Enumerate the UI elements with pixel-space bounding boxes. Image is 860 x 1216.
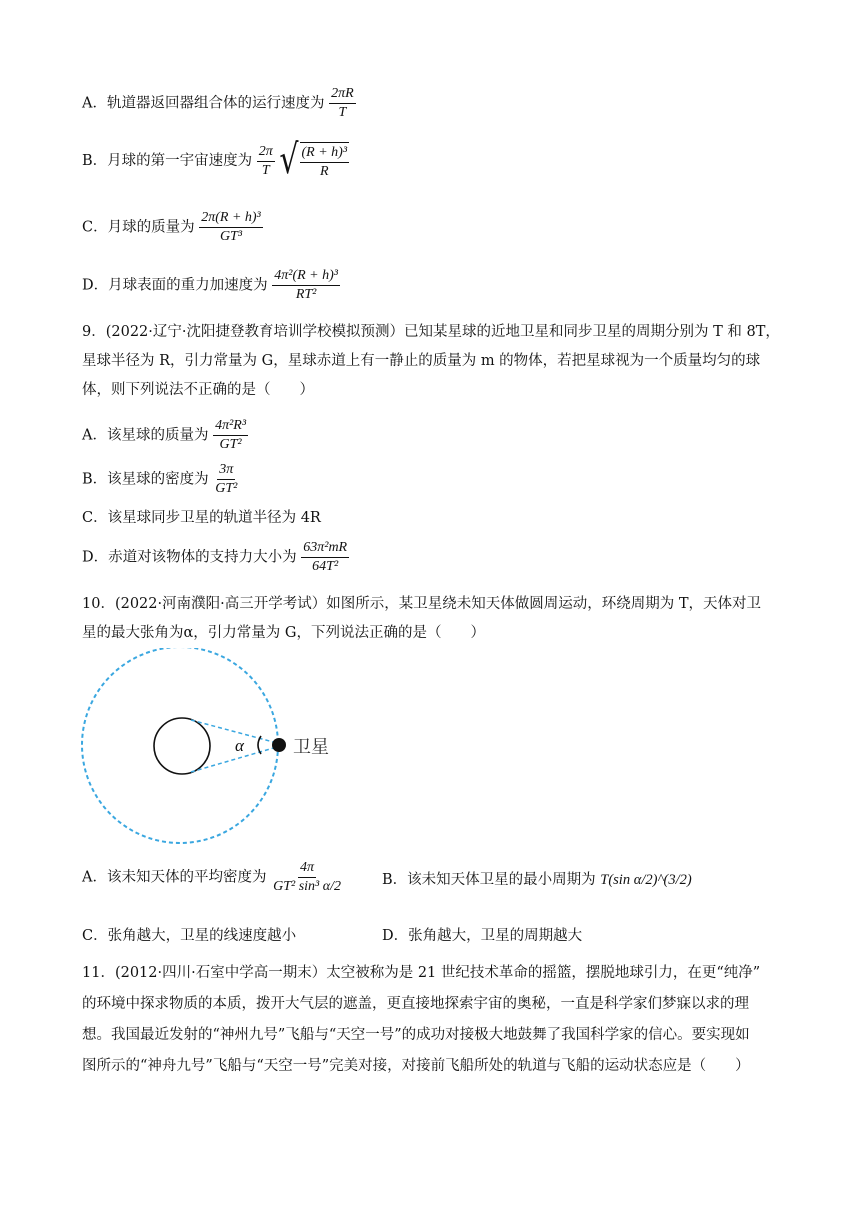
satellite-dot (272, 738, 286, 752)
radical-icon: √ (279, 136, 299, 184)
q8-option-b (82, 136, 349, 184)
q11-line-3: 想。我国最近发射的“神州九号”飞船与“天空一号”的成功对接极大地鼓舞了我国科学家的信心。要实现如 (82, 1027, 750, 1043)
q10-option-c: C．张角越大，卫星的线速度越小 (82, 928, 297, 944)
q8-option-d (82, 268, 340, 303)
q10-line-2: 星的最大张角为α，引力常量为 G，下列说法正确的是（ ） (82, 625, 485, 641)
q8-option-a (82, 86, 356, 121)
q10-option-a: A．该未知天体的平均密度为 $\frac{4\pi}{\text{GT² sin³ α/2}}$ (82, 860, 341, 894)
q10-option-d: D．张角越大，卫星的周期越大 (382, 928, 583, 944)
q10-option-a-formula: $\frac{4\pi}{\text{GT² sin³ α/2}}$ (273, 860, 341, 894)
q9-option-d-formula: $\frac{\text{63π²mR}}{\text{64T²}}$ (303, 540, 348, 574)
q9-stem (82, 318, 782, 405)
q9-option-a-formula: $\frac{\text{4π²R³}}{\text{GT²}}$ (215, 418, 247, 452)
q11-line-4: 图所示的“神舟九号”飞船与“天空一号”完美对接，对接前飞船所处的轨道与飞船的运动状态应是（ ） (82, 1058, 750, 1074)
q8-option-b-fraction: $\frac{2\pi}{T}$ (258, 143, 273, 178)
q9-option-b-formula: $\frac{3\pi}{\text{GT²}}$ (215, 462, 238, 496)
q8-option-b-text: B．月球的第一宇宙速度为 (82, 153, 253, 169)
q10-option-b-formula: T(sin α/2)^(3/2) (600, 872, 692, 888)
q11-line-1: 11．(2012·四川·石室中学高一期末）太空被称为是 21 世纪技术革命的摇篮，摆脱地球引力，在更“纯净” (82, 965, 761, 981)
q9-option-b: B．该星球的密度为 $\frac{3\pi}{\text{GT²}}$ (82, 462, 238, 496)
q11-stem (82, 958, 782, 1082)
q9-line-1: 9．(2022·辽宁·沈阳捷登教育培训学校模拟预测）已知某星球的近地卫星和同步卫星的周期分别为 T 和 8T， (82, 324, 780, 340)
q9-option-c: C．该星球同步卫星的轨道半径为 4R (82, 510, 321, 526)
orbit-figure (80, 648, 380, 848)
q8-option-a-text: A．轨道器返回器组合体的运行速度为 (82, 95, 325, 112)
q8-option-d-text: D．月球表面的重力加速度为 (82, 277, 268, 294)
q8-option-b-radical: √ $\frac{\text{(R + h)³}}{R}$ (279, 136, 348, 184)
q8-option-a-formula: $\frac{2\pi R}{T}$ (331, 86, 354, 120)
q10-stem (82, 590, 782, 648)
angle-alpha-label: α (235, 736, 244, 755)
q10-option-b: B．该未知天体卫星的最小周期为 T(sin α/2)^(3/2) (382, 872, 692, 888)
q9-option-d: D．赤道对该物体的支持力大小为 $\frac{\text{63π²mR}}{\text{64T²}}$ (82, 540, 348, 574)
q8-option-d-formula: $\frac{\text{4π²(R + h)³}}{\text{RT²}}$ (274, 268, 338, 302)
q8-option-c-formula: $\frac{\text{2π(R + h)³}}{\text{GT³}}$ (201, 210, 261, 244)
q11-line-2: 的环境中探求物质的本质，拨开大气层的遮盖，更直接地探索宇宙的奥秘，一直是科学家们梦寐以求的理 (82, 996, 749, 1012)
q9-line-3: 体，则下列说法不正确的是（ ） (82, 382, 314, 398)
celestial-body-circle (154, 718, 210, 774)
q10-line-1: 10．(2022·河南濮阳·高三开学考试）如图所示，某卫星绕未知天体做圆周运动，环绕周期为 T，天体对卫 (82, 596, 762, 612)
q9-line-2: 星球半径为 R，引力常量为 G，星球赤道上有一静止的质量为 m 的物体，若把星球视为一个质量均匀的球 (82, 353, 761, 369)
q8-option-c (82, 210, 263, 245)
satellite-label: 卫星 (293, 737, 329, 758)
q8-option-c-text: C．月球的质量为 (82, 219, 195, 236)
q9-option-a: A．该星球的质量为 $\frac{\text{4π²R³}}{\text{GT²}}$ (82, 418, 247, 452)
